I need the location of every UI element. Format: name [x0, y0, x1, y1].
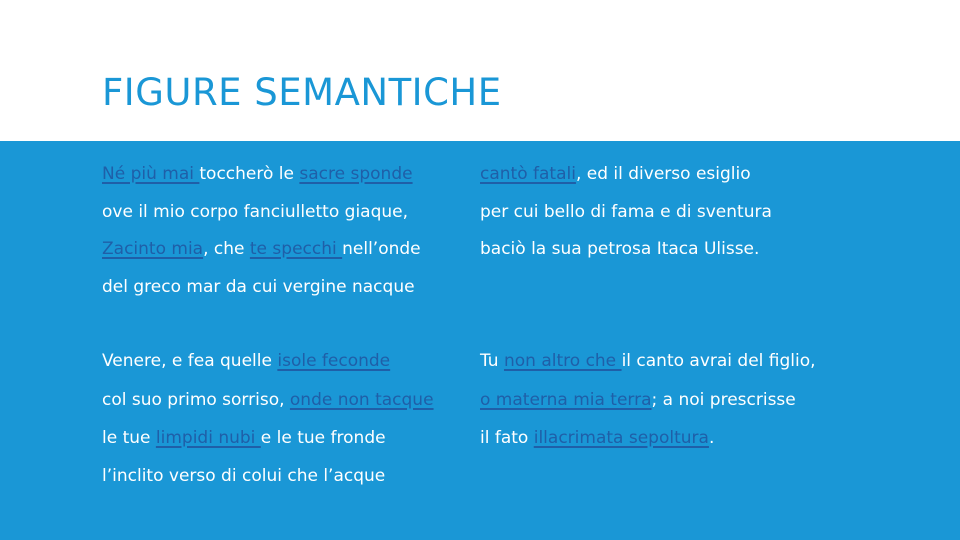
poem-line [102, 427, 386, 449]
poem-line: del greco mar da cui vergine nacque [102, 277, 415, 297]
poem-line: baciò la sua petrosa Itaca Ulisse. [480, 239, 760, 259]
text-phrase: le tue [102, 428, 156, 448]
highlight-phrase: limpidi nubi [155, 428, 261, 448]
highlight-phrase: sacre sponde [299, 164, 413, 184]
poem-line [102, 389, 434, 411]
highlight-phrase: te specchi [249, 239, 343, 259]
poem-line [480, 350, 816, 372]
poem-line [102, 350, 390, 372]
highlight-phrase: onde non tacque [289, 390, 434, 410]
poem-panel [0, 141, 960, 540]
poem-line [102, 238, 421, 260]
text-phrase: , che [203, 239, 250, 259]
poem-line [480, 427, 714, 449]
text-phrase: toccherò le [199, 164, 300, 184]
slide-title: FIGURE SEMANTICHE [102, 71, 502, 114]
highlight-phrase: Zacinto mia [102, 239, 204, 259]
highlight-phrase: o materna mia terra [480, 390, 652, 410]
highlight-phrase: Né più mai [102, 164, 200, 184]
text-phrase: , ed il diverso esiglio [575, 164, 751, 184]
highlight-phrase: illacrimata sepoltura [533, 428, 709, 448]
poem-line: ove il mio corpo fanciulletto giaque, [102, 202, 409, 222]
text-phrase: ; a noi prescrisse [651, 390, 796, 410]
poem-line: l’inclito verso di colui che l’acque [102, 466, 386, 486]
highlight-phrase: non altro che [503, 351, 622, 371]
title-panel [0, 13, 960, 141]
poem-line [480, 163, 751, 185]
text-phrase: . [708, 428, 715, 448]
text-phrase: col suo primo sorriso, [102, 390, 290, 410]
text-phrase: nell’onde [342, 239, 421, 259]
poem-line: per cui bello di fama e di sventura [480, 202, 772, 222]
poem-line [480, 389, 796, 411]
highlight-phrase: cantò fatali [480, 164, 576, 184]
text-phrase: il canto avrai del figlio, [621, 351, 816, 371]
text-phrase: Venere, e fea quelle [102, 351, 278, 371]
poem-line [102, 163, 413, 185]
text-phrase: e le tue fronde [260, 428, 386, 448]
text-phrase: il fato [480, 428, 534, 448]
highlight-phrase: isole feconde [277, 351, 391, 371]
text-phrase: Tu [480, 351, 504, 371]
